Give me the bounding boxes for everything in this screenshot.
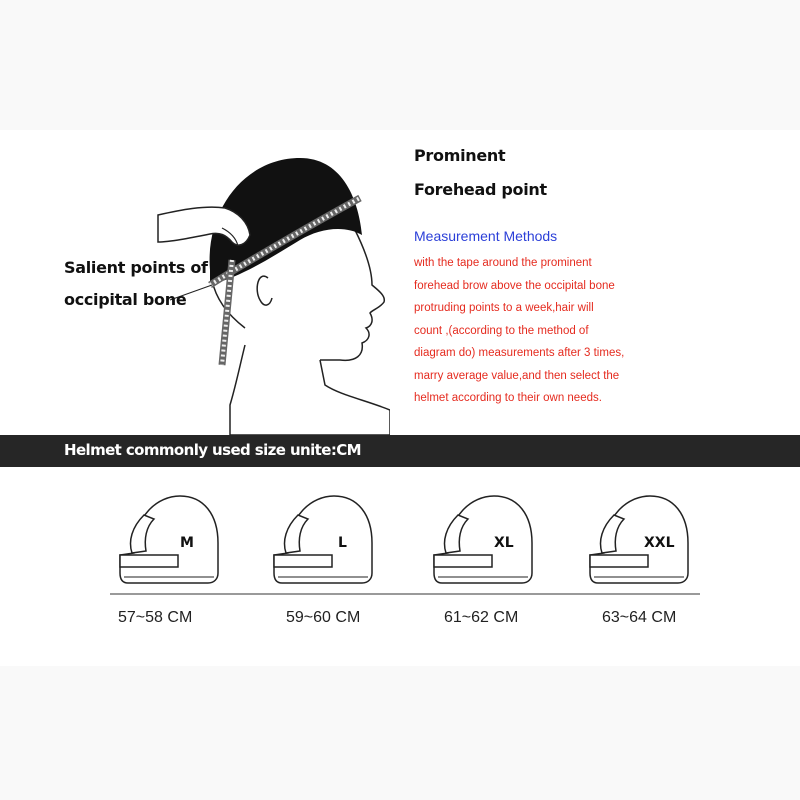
helmet-xxl <box>588 493 692 590</box>
methods-line: count ,(according to the method of <box>414 324 589 337</box>
size-label: M <box>180 535 194 551</box>
helmet-icon <box>432 493 536 585</box>
size-banner <box>0 435 800 467</box>
methods-line: forehead brow above the occipital bone <box>414 279 615 292</box>
helmet-m <box>118 493 222 590</box>
helmet-icon <box>272 493 376 585</box>
size-label: XXL <box>644 535 675 551</box>
size-range: 57~58 CM <box>118 609 193 626</box>
size-range: 63~64 CM <box>602 609 677 626</box>
methods-line: with the tape around the prominent <box>414 257 592 269</box>
methods-line: helmet according to their own needs. <box>414 392 602 404</box>
size-label: L <box>338 535 347 551</box>
helmet-xl <box>432 493 536 590</box>
forehead-label-line2: Forehead point <box>414 180 547 199</box>
size-label: XL <box>494 535 514 551</box>
forehead-label-line1: Prominent <box>414 146 506 165</box>
size-range: 59~60 CM <box>286 609 361 626</box>
methods-line: diagram do) measurements after 3 times, <box>414 347 625 359</box>
size-divider <box>110 593 700 595</box>
methods-title: Measurement Methods <box>414 228 558 244</box>
occipital-label-line1: Salient points of <box>64 258 208 277</box>
helmet-icon <box>588 493 692 585</box>
helmet-l <box>272 493 376 590</box>
methods-line: protruding points to a week,hair will <box>414 302 594 314</box>
size-range: 61~62 CM <box>444 609 519 626</box>
helmet-icon <box>118 493 222 585</box>
size-banner-text: Helmet commonly used size unite:CM <box>64 441 361 459</box>
occipital-label-line2: occipital bone <box>64 290 187 309</box>
methods-body <box>414 252 664 410</box>
methods-line: marry average value,and then select the <box>414 369 620 382</box>
